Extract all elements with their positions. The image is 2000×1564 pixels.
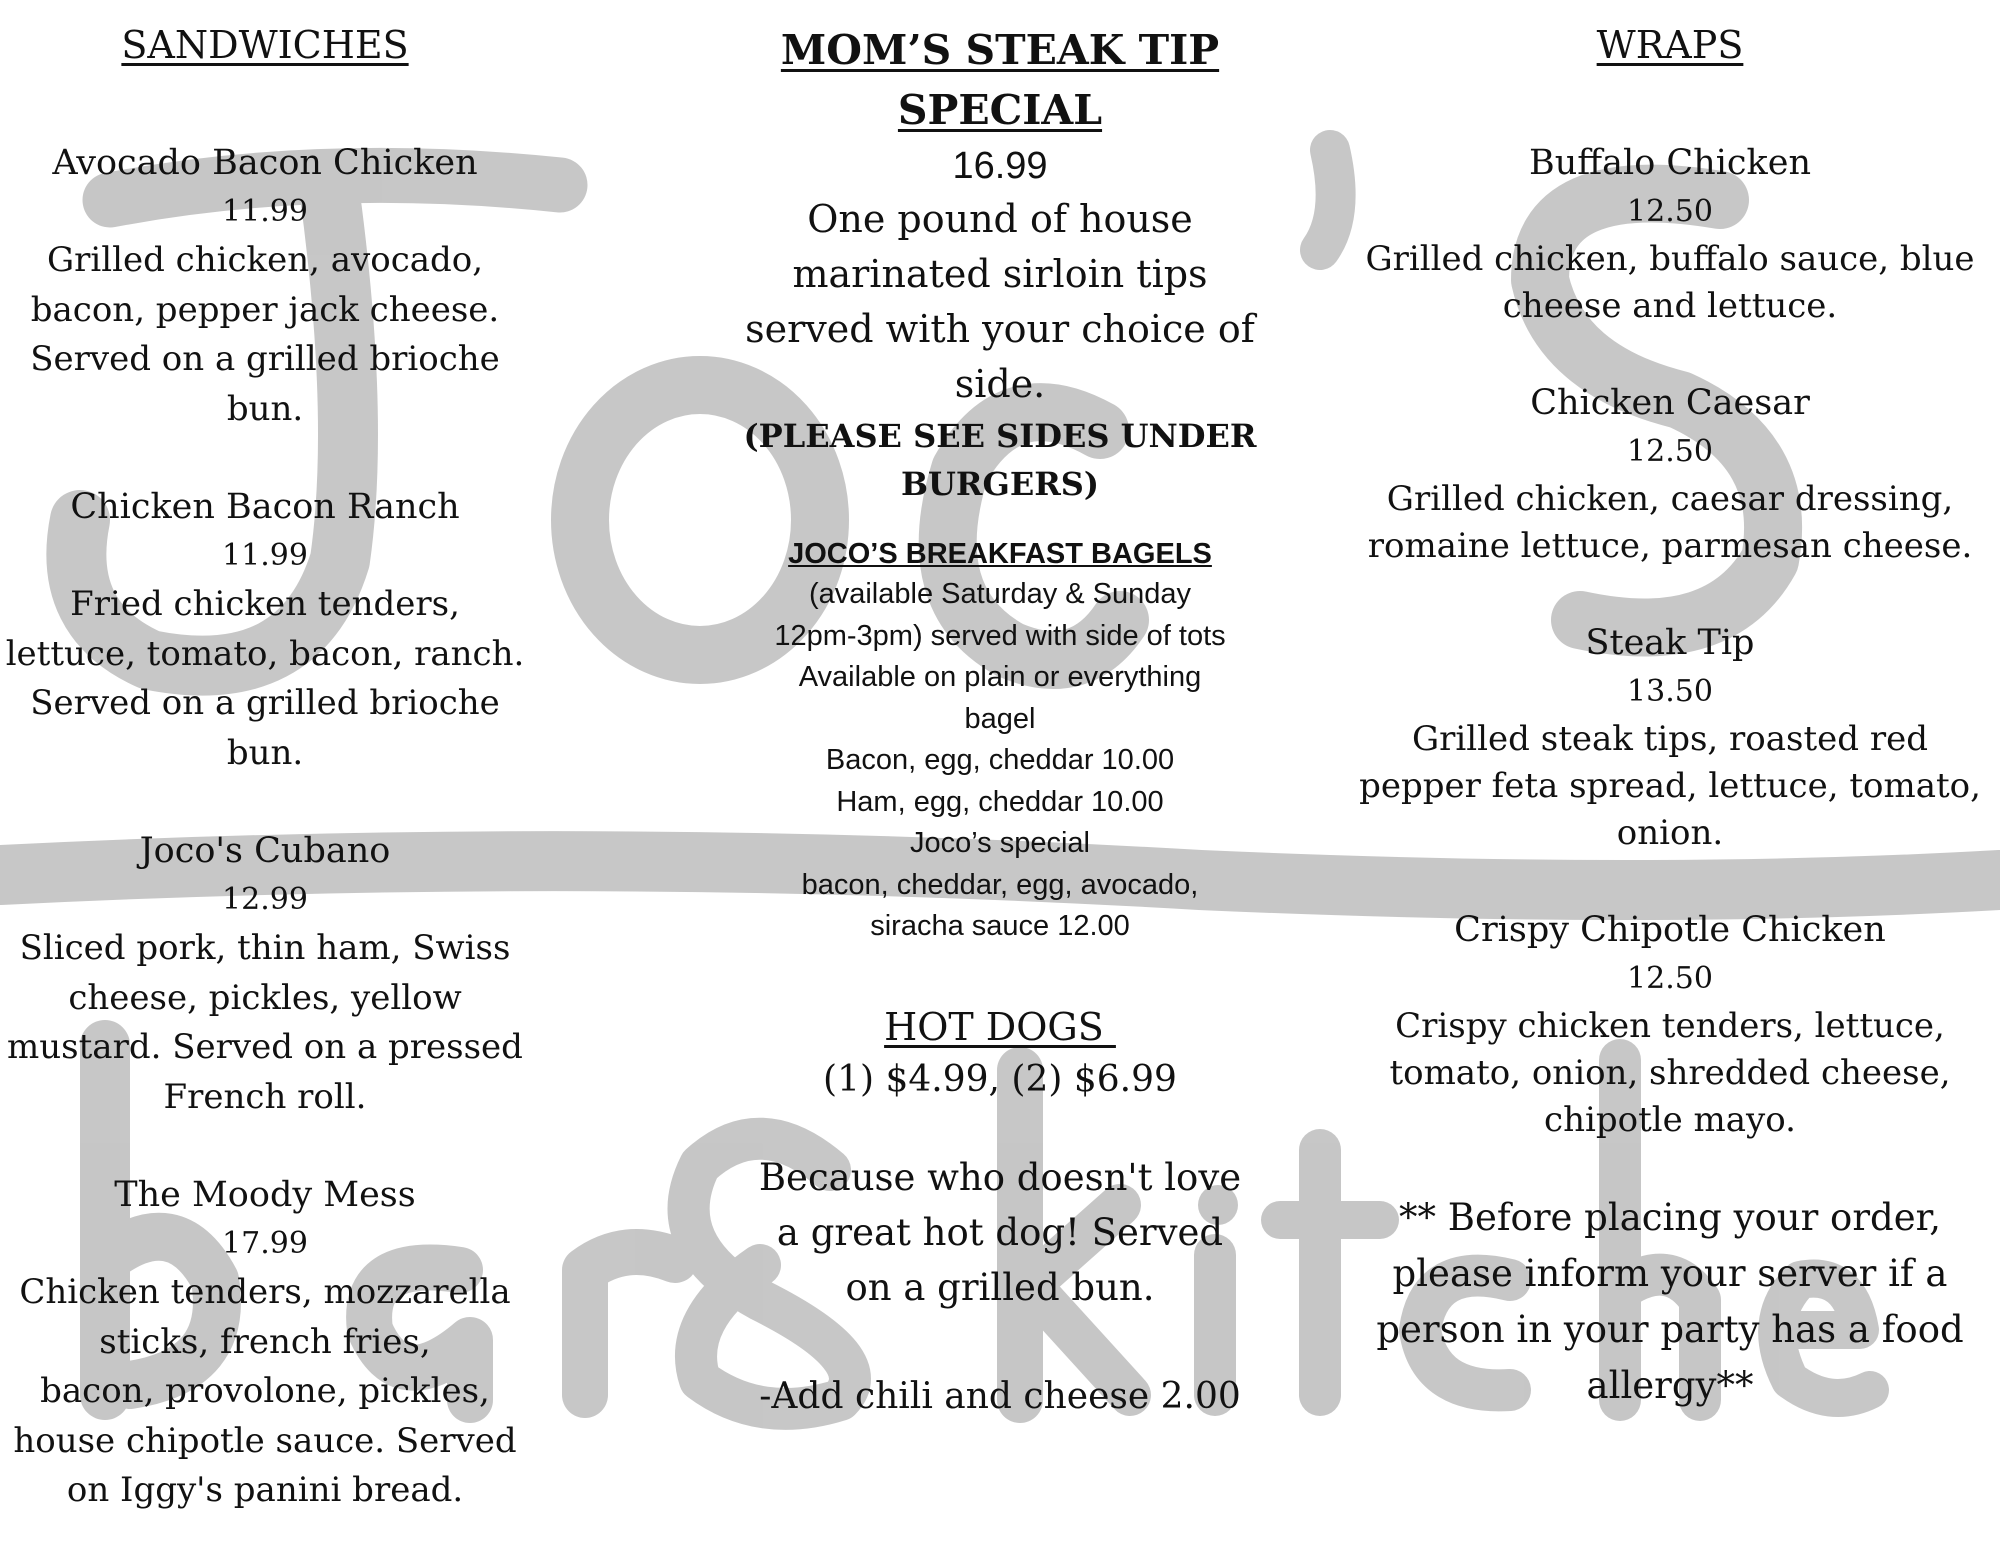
allergy-note-line: please inform your server if a xyxy=(1392,1252,1948,1295)
item-price: 11.99 xyxy=(222,538,308,573)
item-description-line: Grilled chicken, caesar dressing, xyxy=(1386,479,1954,519)
item-name: Avocado Bacon Chicken xyxy=(52,143,478,183)
special-note xyxy=(720,412,1280,508)
bagels-line: 12pm-3pm) served with side of tots xyxy=(774,619,1226,652)
item-name: Chicken Caesar xyxy=(1530,383,1810,423)
item-name: The Moody Mess xyxy=(114,1175,416,1215)
bagels-line: bacon, cheddar, egg, avocado, xyxy=(801,868,1199,901)
bagels-details xyxy=(720,574,1280,948)
menu-item xyxy=(0,482,530,778)
item-description-line: lettuce, tomato, bacon, ranch. xyxy=(5,633,525,674)
item-description-line: Grilled chicken, buffalo sauce, blue xyxy=(1365,239,1975,279)
wraps-title: WRAPS xyxy=(1596,23,1744,67)
item-name: Steak Tip xyxy=(1585,623,1755,663)
menu-item xyxy=(0,1170,530,1516)
menu-item xyxy=(1340,378,2000,570)
item-description-line: Served on a grilled brioche xyxy=(30,683,500,723)
bagels-line: Available on plain or everything xyxy=(798,661,1202,693)
bagels-title: JOCO’S BREAKFAST BAGELS xyxy=(788,538,1212,570)
hotdogs-price: (1) $4.99, (2) $6.99 xyxy=(823,1058,1177,1100)
item-name: Chicken Bacon Ranch xyxy=(70,487,460,527)
item-name: Joco's Cubano xyxy=(139,831,391,871)
allergy-note-line: allergy** xyxy=(1586,1364,1754,1407)
special-price: 16.99 xyxy=(952,145,1048,187)
bagels-line: (available Saturday & Sunday xyxy=(808,578,1192,610)
hotdogs-addon: -Add chili and cheese 2.00 xyxy=(759,1375,1241,1417)
special-title-line-2: SPECIAL xyxy=(897,86,1103,134)
special-title-line-1: MOM’S STEAK TIP xyxy=(780,26,1220,74)
item-description-line: bun. xyxy=(226,732,304,773)
item-description-line: Grilled chicken, avocado, xyxy=(46,240,484,280)
allergy-note-line: person in your party has a food xyxy=(1376,1308,1964,1351)
bagels-line: siracha sauce 12.00 xyxy=(870,910,1130,942)
bagels-line: Ham, egg, cheddar 10.00 xyxy=(836,785,1164,818)
item-description-line: house chipotle sauce. Served xyxy=(13,1420,517,1461)
special-desc-line: side. xyxy=(954,362,1046,406)
item-description-line: tomato, onion, shredded cheese, xyxy=(1389,1053,1951,1093)
item-description-line: pepper feta spread, lettuce, tomato, xyxy=(1359,766,1981,806)
item-description-line: sticks, french fries, xyxy=(99,1321,431,1362)
sandwich-list xyxy=(0,138,530,1516)
special-description xyxy=(720,192,1280,412)
hotdogs-description xyxy=(720,1150,1280,1315)
allergy-note xyxy=(1340,1190,2000,1414)
item-description-line: Grilled steak tips, roasted red xyxy=(1412,719,1928,759)
item-price: 17.99 xyxy=(222,1226,308,1261)
item-description-line: French roll. xyxy=(163,1076,367,1117)
item-description-line: on Iggy's panini bread. xyxy=(66,1470,464,1510)
item-description-line: Chicken tenders, mozzarella xyxy=(19,1272,511,1312)
item-description-line: Crispy chicken tenders, lettuce, xyxy=(1395,1006,1945,1046)
sandwiches-title: SANDWICHES xyxy=(121,23,409,67)
item-price: 11.99 xyxy=(222,194,308,229)
wrap-list xyxy=(1340,138,2000,1144)
item-description-line: Fried chicken tenders, xyxy=(70,584,460,624)
special-note-line: (PLEASE SEE SIDES UNDER xyxy=(743,417,1257,455)
item-description-line: cheese, pickles, yellow xyxy=(68,977,462,1018)
item-price: 13.50 xyxy=(1627,674,1713,709)
special-desc-line: served with your choice of xyxy=(745,307,1255,351)
item-description-line: bacon, provolone, pickles, xyxy=(40,1371,490,1411)
menu-item xyxy=(1340,905,2000,1144)
wraps-section xyxy=(1340,0,2000,1414)
item-name: Buffalo Chicken xyxy=(1529,143,1811,183)
allergy-note-line: ** Before placing your order, xyxy=(1399,1196,1941,1239)
hotdogs-title: HOT DOGS xyxy=(884,1004,1116,1049)
item-description-line: bun. xyxy=(226,388,304,429)
item-description-line: mustard. Served on a pressed xyxy=(7,1027,523,1067)
bagels-line: Joco’s special xyxy=(909,827,1090,859)
menu-item xyxy=(1340,138,2000,330)
item-description-line: Served on a grilled brioche xyxy=(30,339,500,379)
item-price: 12.50 xyxy=(1627,434,1713,469)
hotdogs-desc-line: on a grilled bun. xyxy=(845,1265,1155,1309)
item-description-line: romaine lettuce, parmesan cheese. xyxy=(1367,526,1973,566)
item-description-line: chipotle mayo. xyxy=(1544,1100,1796,1140)
item-description-line: cheese and lettuce. xyxy=(1502,286,1838,326)
item-price: 12.50 xyxy=(1627,194,1713,229)
menu-item xyxy=(0,138,530,434)
bagels-line: Bacon, egg, cheddar 10.00 xyxy=(825,744,1175,776)
menu-item xyxy=(0,826,530,1122)
menu-item xyxy=(1340,618,2000,857)
item-description-line: bacon, pepper jack cheese. xyxy=(30,289,500,330)
special-note-line: BURGERS) xyxy=(900,465,1100,503)
item-description-line: Sliced pork, thin ham, Swiss xyxy=(19,928,511,968)
item-name: Crispy Chipotle Chicken xyxy=(1454,910,1886,950)
special-desc-line: marinated sirloin tips xyxy=(792,252,1208,296)
bagels-line: bagel xyxy=(964,702,1036,735)
item-price: 12.99 xyxy=(222,882,308,917)
item-description-line: onion. xyxy=(1616,813,1724,853)
specials-section xyxy=(720,0,1280,1423)
special-desc-line: One pound of house xyxy=(807,197,1193,241)
hotdogs-desc-line: a great hot dog! Served xyxy=(776,1210,1224,1254)
hotdogs-desc-line: Because who doesn't love xyxy=(758,1155,1242,1199)
sandwiches-section xyxy=(0,0,530,1564)
item-price: 12.50 xyxy=(1627,961,1713,996)
